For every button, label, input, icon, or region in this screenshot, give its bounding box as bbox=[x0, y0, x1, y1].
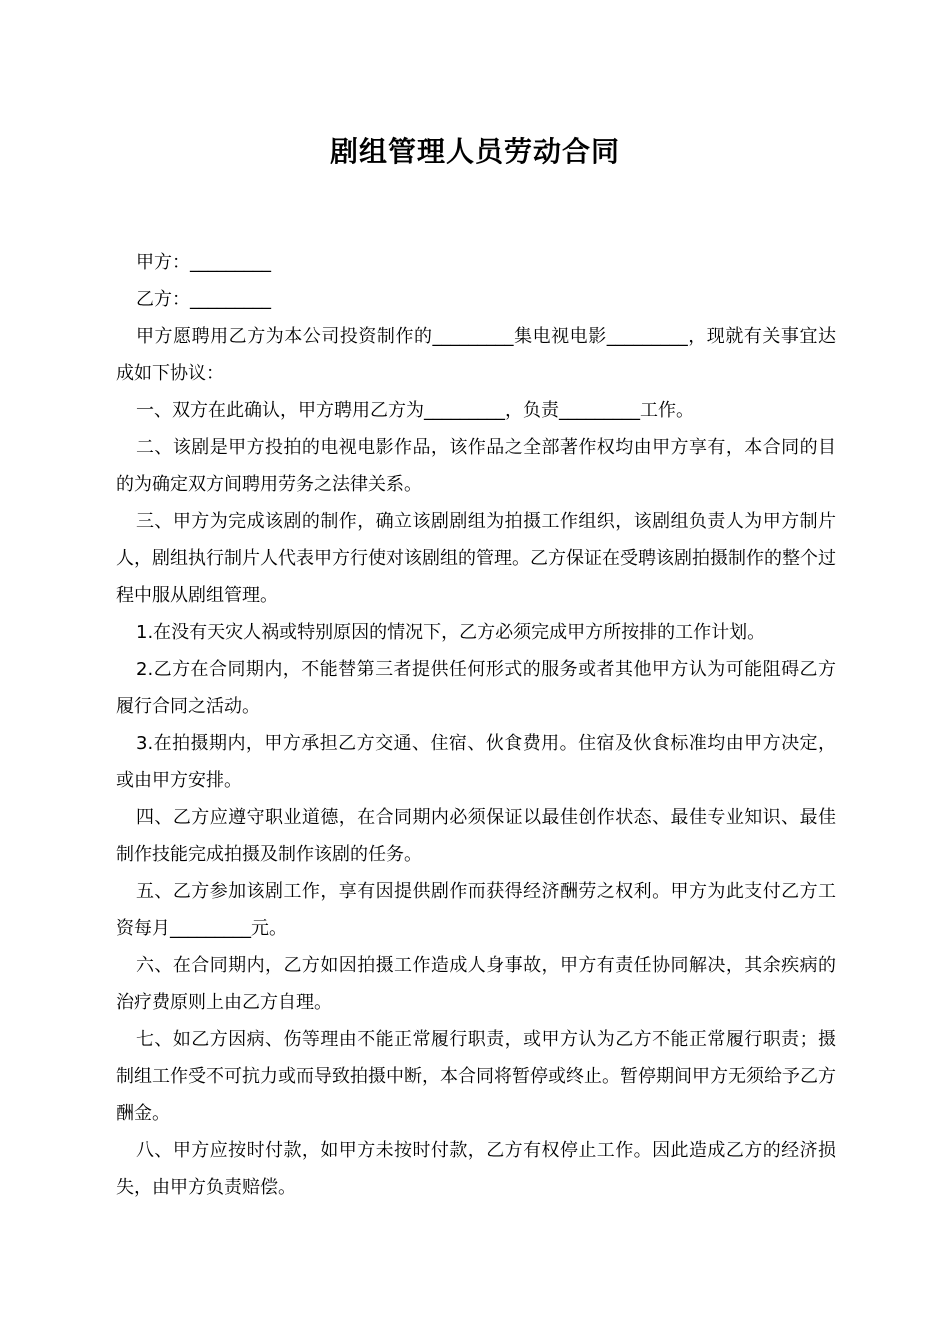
clause-6: 六、在合同期内，乙方如因拍摄工作造成人身事故，甲方有责任协同解决，其余疾病的治疗费原则上由乙方自理。 bbox=[116, 955, 836, 1013]
document-body bbox=[116, 244, 836, 1206]
clause-1: 一、双方在此确认，甲方聘用乙方为_________，负责_________工作。 bbox=[136, 400, 694, 421]
clause-8: 八、甲方应按时付款，如甲方未按时付款，乙方有权停止工作。因此造成乙方的经济损失，由甲方负责赔偿。 bbox=[116, 1140, 836, 1198]
clause-3-item-3: 3.在拍摄期内，甲方承担乙方交通、住宿、伙食费用。住宿及伙食标准均由甲方决定，或由甲方安排。 bbox=[116, 733, 836, 791]
clause-3-item-2: 2.乙方在合同期内，不能替第三者提供任何形式的服务或者其他甲方认为可能阻碍乙方履行合同之活动。 bbox=[116, 659, 836, 717]
party-a-line: 甲方：_________ bbox=[136, 252, 271, 273]
clause-5: 五、乙方参加该剧工作，享有因提供剧作而获得经济酬劳之权利。甲方为此支付乙方工资每月_________元。 bbox=[116, 881, 836, 939]
clause-7: 七、如乙方因病、伤等理由不能正常履行职责，或甲方认为乙方不能正常履行职责；摄制组工作受不可抗力或而导致拍摄中断，本合同将暂停或终止。暂停期间甲方无须给予乙方酬金。 bbox=[116, 1029, 836, 1124]
clause-2: 二、该剧是甲方投拍的电视电影作品，该作品之全部著作权均由甲方享有，本合同的目的为确定双方间聘用劳务之法律关系。 bbox=[116, 437, 836, 495]
document-title: 剧组管理人员劳动合同 bbox=[329, 135, 620, 168]
clause-4: 四、乙方应遵守职业道德，在合同期内必须保证以最佳创作状态、最佳专业知识、最佳制作技能完成拍摄及制作该剧的任务。 bbox=[116, 807, 836, 865]
clause-3-item-1: 1.在没有天灾人祸或特别原因的情况下，乙方必须完成甲方所按排的工作计划。 bbox=[136, 622, 766, 643]
clause-3: 三、甲方为完成该剧的制作，确立该剧剧组为拍摄工作组织，该剧组负责人为甲方制片人，剧组执行制片人代表甲方行使对该剧组的管理。乙方保证在受聘该剧拍摄制作的整个过程中服从剧组管理。 bbox=[116, 511, 836, 606]
preamble-paragraph: 甲方愿聘用乙方为本公司投资制作的_________集电视电影_________，现就有关事宜达成如下协议： bbox=[116, 326, 836, 384]
party-b-line: 乙方：_________ bbox=[136, 289, 271, 310]
